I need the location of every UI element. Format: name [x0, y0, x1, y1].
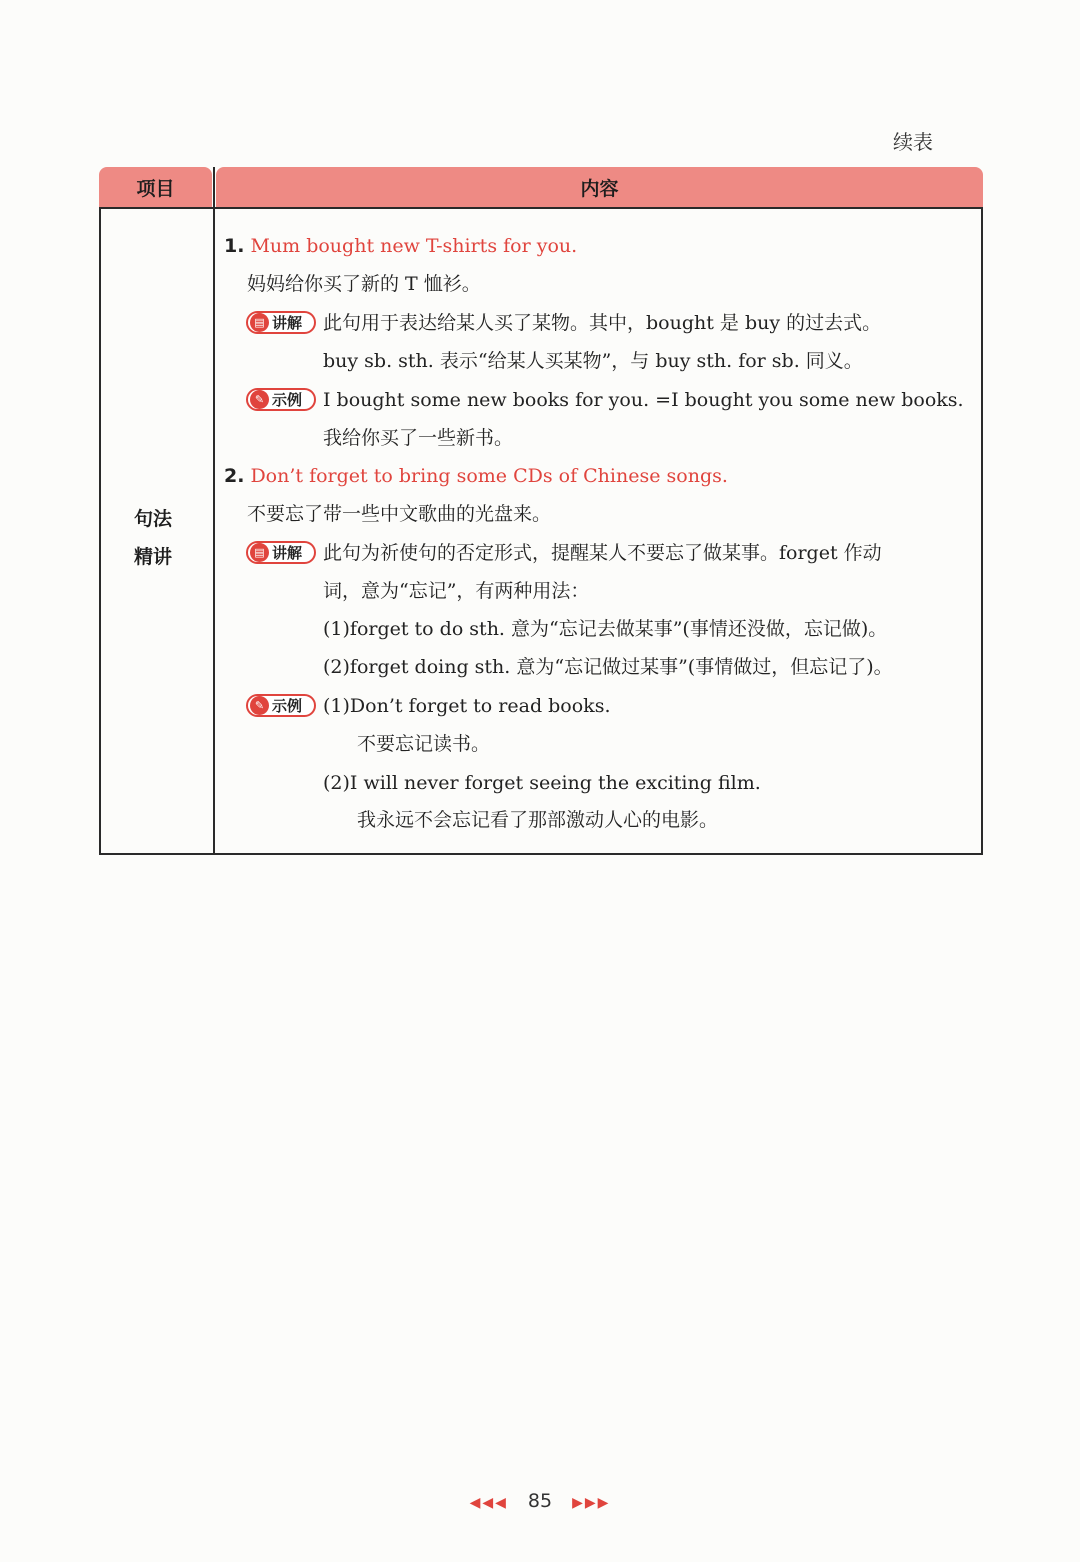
explanation-text: (2)forget doing sth. 意为“忘记做过某事”(事情做过，但忘记了)。: [323, 656, 893, 678]
pencil-icon: ✎: [250, 696, 269, 715]
prev-arrows-icon: ◀◀◀: [469, 1495, 508, 1511]
explanation-text: (1)forget to do sth. 意为“忘记去做某事”(事情还没做，忘记做)。: [323, 618, 888, 640]
book-icon: ▤: [250, 543, 269, 562]
page-number: 85: [527, 1490, 553, 1512]
explain-badge-label: 讲解: [272, 314, 303, 332]
example-badge-label: 示例: [272, 697, 303, 715]
explain-badge: [246, 311, 316, 334]
example-translation: 我给你买了一些新书。: [323, 427, 514, 449]
explain-badge: [246, 541, 316, 564]
example-badge: [246, 388, 316, 411]
content-table: [99, 207, 983, 855]
section-label: [134, 500, 182, 576]
explanation-text: 此句用于表达给某人买了某物。其中，bought 是 buy 的过去式。: [323, 312, 882, 334]
next-arrows-icon: ▶▶▶: [572, 1495, 611, 1511]
sentence-1: [224, 234, 577, 258]
sentence-english: Mum bought new T-shirts for you.: [250, 235, 578, 257]
sentence-number: 1.: [224, 235, 245, 257]
example-text: I bought some new books for you. =I bought you some new books.: [323, 389, 964, 411]
header-content: 内容: [216, 167, 983, 208]
header-item: 项目: [99, 167, 212, 208]
sentence-number: 2.: [224, 465, 245, 487]
explanation-text: 词，意为“忘记”，有两种用法：: [323, 580, 590, 602]
example-translation: 我永远不会忘记看了那部激动人心的电影。: [357, 809, 719, 831]
section-label-line2: 精讲: [134, 546, 173, 568]
book-icon: ▤: [250, 313, 269, 332]
example-badge: [246, 694, 316, 717]
continued-label: 续表: [893, 130, 933, 154]
explain-badge-label: 讲解: [272, 544, 303, 562]
example-text: (1)Don’t forget to read books.: [323, 695, 611, 717]
sentence-2: [224, 464, 728, 488]
pencil-icon: ✎: [250, 390, 269, 409]
page-footer: [0, 1490, 1080, 1512]
example-translation: 不要忘记读书。: [357, 733, 491, 755]
example-text: (2)I will never forget seeing the exciting film.: [323, 772, 761, 794]
example-badge-label: 示例: [272, 391, 303, 409]
explanation-text: 此句为祈使句的否定形式，提醒某人不要忘了做某事。forget 作动: [323, 542, 882, 564]
section-label-line1: 句法: [134, 508, 173, 530]
sentence-2-translation: 不要忘了带一些中文歌曲的光盘来。: [247, 503, 552, 525]
sentence-1-translation: 妈妈给你买了新的 T 恤衫。: [247, 273, 481, 295]
sentence-english: Don’t forget to bring some CDs of Chinese songs.: [250, 465, 728, 487]
column-divider: [213, 167, 215, 855]
explanation-text: buy sb. sth. 表示“给某人买某物”，与 buy sth. for sb. 同义。: [323, 350, 863, 372]
